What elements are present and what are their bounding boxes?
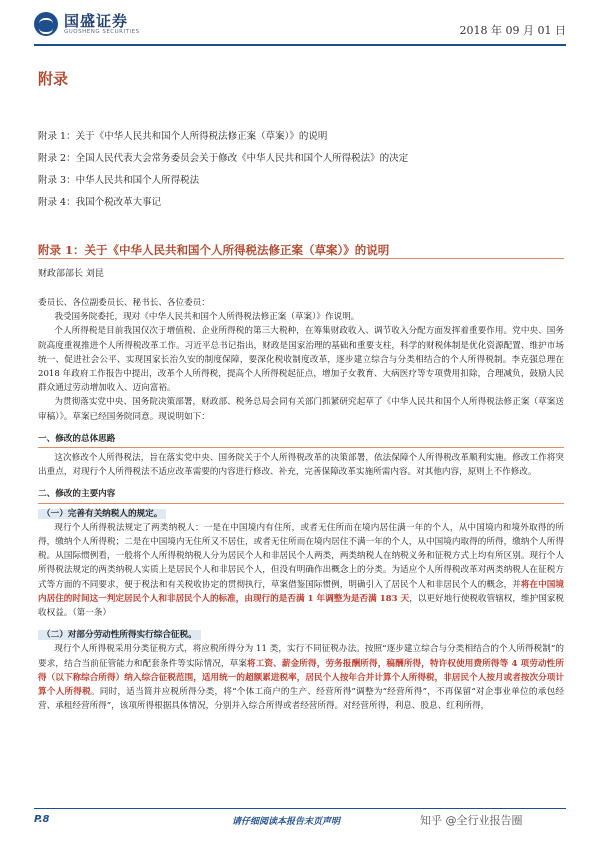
toc-item-3: 附录 3：中华人民共和国个人所得税法	[38, 175, 200, 186]
greeting: 委员长、各位副委员长、秘书长、各位委员：	[38, 298, 210, 308]
footer-disclaimer: 请仔细阅读本报告末页声明	[232, 817, 341, 827]
subheading-label: （一）完善有关纳税人的规定。	[38, 509, 166, 519]
zhihu-watermark: 知乎 @全行业报告圈	[420, 814, 523, 827]
paragraph: 这次修改个人所得税法，旨在落实党中央、国务院关于个人所得税改革的决策部署，依法保障个人所得税改革顺利实施。修改工作将突出重点，对现行个人所得税法不适应改革需要的内容进行修改、补充，完善保障改革实施所需内容。对其他内容，原则上不作修改。	[38, 453, 564, 478]
page-number: P.8	[34, 814, 50, 825]
section-title: 附录	[38, 70, 69, 88]
report-date: 2018 年 09 月 01 日	[459, 24, 566, 37]
text-run: 现行个人所得税采用分类征税方式，将应税所得分为 11 类，实行不同征税办法。按照“逐步建立综合与分类相结合的个人所得税制”的要求，结合当前征管能力和配套条件等实际情况，草案	[38, 644, 564, 669]
page-header	[0, 0, 600, 48]
appendix-toc	[38, 126, 558, 214]
guosheng-logo	[34, 12, 184, 38]
logo-chinese-name: 国盛证券	[64, 12, 129, 30]
heading-overall-approach: 一、修改的总体思路	[38, 433, 116, 444]
heading-main-content: 二、修改的主要内容	[38, 489, 116, 500]
appendix-1-title: 附录 1：关于《中华人民共和国个人所得税法修正案（草案）》的说明	[38, 243, 390, 257]
paragraph: 我受国务院委托，现对《中华人民共和国个人所得税法修正案（草案）》作说明。	[54, 312, 360, 323]
appendix-title-divider	[38, 258, 564, 259]
heading-divider	[38, 447, 564, 448]
subheading-taxpayers	[38, 507, 564, 521]
subheading-comprehensive-tax	[38, 628, 564, 642]
toc-item-2: 附录 2：全国人民代表大会常务委员会关于修改《中华人民共和国个人所得税法》的决定	[38, 153, 409, 164]
paragraph: 个人所得税是目前我国仅次于增值税、企业所得税的第三大税种，在筹集财政收入、调节收入分配方面发挥着重要作用。党中央、国务院高度重视推进个人所得税改革工作。习近平总书记指出，财政是国家治理的基础和重要支柱，科学的财税体制是优化资源配置、维护市场统一、促进社会公平、实现国家长治久安的制度保障，要深化税收制度改革，逐步建立综合与分类相结合的个人所得税制。李克强总理在 2018 年政府工作报告中提出，改革个人所得税，提高个人所得税起征点，增加子女教育、大病医疗等专项费用扣除，合理减负，鼓励人民群众通过劳动增加收入、迈向富裕。	[38, 326, 564, 394]
footer-divider	[34, 808, 566, 809]
paragraph	[38, 521, 564, 620]
guosheng-logo-icon	[34, 12, 58, 36]
highlighted-text: 将工资、薪金所得，劳务报酬所得，稿酬所得，特许权使用费所得等 4 项劳动性所得（以下称综合所得）纳入综合征税范围，适用统一的超额累进税率，居民个人按年合并计算个人所得税，非居民个人按月或者按次分项计算个人所得税	[38, 658, 564, 698]
paragraph: 为贯彻落实党中央、国务院决策部署，财政部、税务总局会同有关部门抓紧研究起草了《中华人民共和国个人所得税法修正案（草案送审稿）》。草案已经国务院同意。现说明如下：	[38, 397, 564, 422]
paragraph	[38, 642, 564, 713]
text-run: ，以更好地行使税收管辖权，维护国家税收权益。（第一条）	[38, 593, 564, 619]
subheading-label: （二）对部分劳动性所得实行综合征税。	[38, 630, 201, 640]
text-run: 。同时，适当简并应税所得分类，将“个体工商户的生产、经营所得”调整为“经营所得”，不再保留“对企事业单位的承包经营、承租经营所得”，该项所得根据具体情况，分别并入综合所得或者经营所得。对经营所得，利息、股息、红利所得，	[38, 687, 564, 712]
highlighted-text: 将在中国境内居住的时间这一判定居民个人和非居民个人的标准，由现行的是否满 1 年调整为是否满 183 天	[38, 579, 564, 604]
toc-item-1: 附录 1：关于《中华人民共和国个人所得税法修正案（草案）》的说明	[38, 131, 328, 142]
toc-item-4: 附录 4：我国个税改革大事记	[38, 197, 162, 208]
logo-english-name: GUOSHENG SECURITIES	[64, 29, 140, 35]
header-divider	[34, 44, 566, 46]
heading-divider	[38, 503, 564, 504]
text-run: 现行个人所得税法规定了两类纳税人：一是在中国境内有住所，或者无住所而在境内居住满一年的个人，从中国境内和境外取得的所得，缴纳个人所得税；二是在中国境内无住所又不居住，或者无住所而在境内居住不满一年的个人，从中国境内取得的所得，缴纳个人所得税。从国际惯例看，一般将个人所得税纳税人分为居民个人和非居民个人两类，两类纳税人在纳税义务和征税方式上均有所区别。现行个人所得税法规定的两类纳税人实质上是居民个人和非居民个人，但没有明确作出概念上的分类。为适应个人所得税改革对两类纳税人在征税方式等方面的不同要求，便于税法和有关税收协定的贯彻执行，草案借鉴国际惯例，明确引入了居民个人和非居民个人的概念，并	[38, 522, 564, 590]
author-line: 财政部部长 刘昆	[38, 269, 104, 279]
document-body	[38, 296, 564, 713]
